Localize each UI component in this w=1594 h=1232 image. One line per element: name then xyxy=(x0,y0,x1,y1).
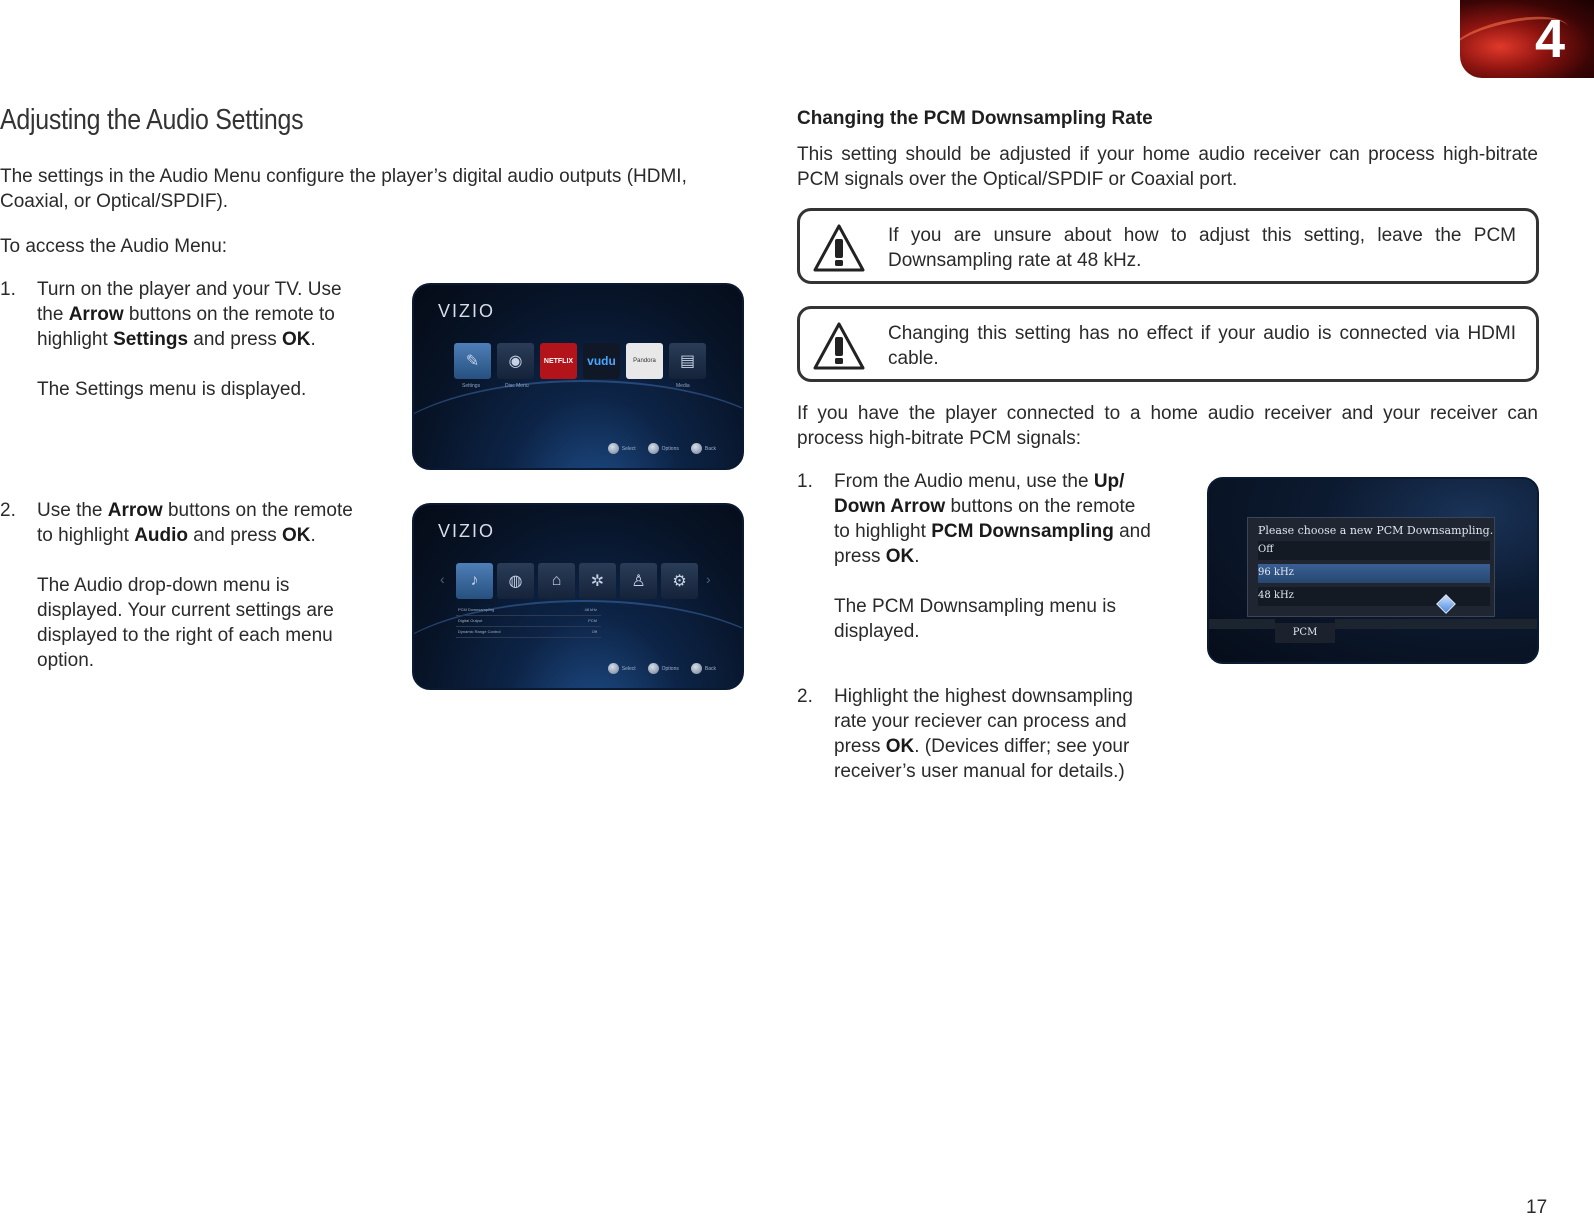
menu-bar-fragment xyxy=(1209,619,1275,629)
caution-text: If you are unsure about how to adjust this setting, leave the PCM Downsampling rate at 48 kHz. xyxy=(888,225,1516,271)
menu-bar-fragment xyxy=(1335,619,1539,629)
home-icon: ⌂ xyxy=(551,572,562,589)
button-icon xyxy=(608,443,619,454)
section-title: Adjusting the Audio Settings xyxy=(0,104,304,136)
step-line: receiver’s user manual for details.) xyxy=(834,761,1125,782)
vizio-logo: VIZIO xyxy=(438,521,496,541)
remote-button-hints xyxy=(608,663,716,674)
menu-row: Dynamic Range Control Off xyxy=(456,627,601,638)
access-line: To access the Audio Menu: xyxy=(0,236,228,257)
hint-select: Select xyxy=(608,663,636,674)
network-icon: ✲ xyxy=(590,573,605,590)
step-result: The Settings menu is displayed. xyxy=(37,379,307,400)
audio-menu-screenshot xyxy=(412,503,744,690)
button-icon xyxy=(648,663,659,674)
left-step-2 xyxy=(0,498,400,671)
caution-box-2 xyxy=(797,306,1539,382)
step-result-line: The Audio drop-down menu is xyxy=(37,575,290,596)
hint-back: Back xyxy=(691,443,716,454)
caution-box-1 xyxy=(797,208,1539,284)
pcm-downsampling-screenshot xyxy=(1207,477,1539,664)
system-tile xyxy=(661,563,698,599)
hint-back: Back xyxy=(691,663,716,674)
pcm-dialog-title: Please choose a new PCM Downsampling. xyxy=(1258,524,1494,537)
media-tile xyxy=(669,343,706,379)
warning-icon xyxy=(812,321,866,371)
wrench-icon: ✎ xyxy=(465,353,480,370)
hint-options: Options xyxy=(648,443,679,454)
pcm-menu-label: PCM xyxy=(1275,623,1335,643)
step-line: press OK. (Devices differ; see your xyxy=(834,736,1130,757)
step-text xyxy=(834,469,1151,644)
menu-row: PCM Downsampling 48 kHz xyxy=(456,605,601,616)
audio-dropdown-menu xyxy=(456,605,601,638)
tile-label: Media xyxy=(676,383,690,389)
step-number: 1. xyxy=(797,471,813,492)
step-result-line: displayed. xyxy=(834,621,920,642)
disc-tile xyxy=(497,343,534,379)
tile-label: Settings xyxy=(462,383,481,389)
chevron-right-icon: › xyxy=(706,571,711,587)
caution-text: Changing this setting has no effect if your audio is connected via HDMI cable. xyxy=(888,323,1516,369)
warning-icon xyxy=(812,223,866,273)
chapter-number: 4 xyxy=(1534,9,1566,69)
pcm-option: Off xyxy=(1258,541,1490,560)
step-line: Highlight the highest downsampling xyxy=(834,686,1133,707)
pandora-tile: Pandora xyxy=(626,343,663,379)
left-step-1 xyxy=(0,277,400,407)
network-tile xyxy=(579,563,616,599)
pcm-dialog xyxy=(1247,517,1495,617)
intro-paragraph: The settings in the Audio Menu configure the player’s digital audio outputs (HDMI, Coaxial, or Optical/SPDIF). xyxy=(0,166,687,212)
step-line: rate your reciever can process and xyxy=(834,711,1127,732)
receiver-paragraph: If you have the player connected to a home audio receiver and your receiver can process high-bitrate PCM signals: xyxy=(797,403,1538,449)
netflix-tile: NETFLIX xyxy=(540,343,577,379)
step-number: 1. xyxy=(0,279,16,300)
display-tile xyxy=(538,563,575,599)
tile-label: Disc Menu xyxy=(505,383,529,389)
button-icon xyxy=(648,443,659,454)
menu-row: Digital Output PCM xyxy=(456,616,601,627)
vizio-logo: VIZIO xyxy=(438,301,496,321)
step-text xyxy=(37,498,353,673)
step-number: 2. xyxy=(0,500,16,521)
disc-icon: ◉ xyxy=(508,353,523,370)
step-line: to highlight PCM Downsampling and xyxy=(834,521,1151,542)
pcm-option: 48 kHz xyxy=(1258,587,1490,606)
pcm-option-highlighted: 96 kHz xyxy=(1258,564,1490,583)
speaker-icon: ♪ xyxy=(470,572,479,589)
person-icon: ♙ xyxy=(631,573,646,590)
button-icon xyxy=(608,663,619,674)
step-result-line: displayed. Your current settings are xyxy=(37,600,334,621)
step-result-line: option. xyxy=(37,650,95,671)
page-number: 17 xyxy=(1526,1197,1548,1218)
step-line: highlight Settings and press OK. xyxy=(37,329,316,350)
step-result-line: displayed to the right of each menu xyxy=(37,625,333,646)
settings-screenshot xyxy=(412,283,744,470)
step-text xyxy=(834,684,1133,784)
app-tile-row xyxy=(454,343,706,379)
globe-icon: ◍ xyxy=(508,573,523,590)
right-step-2 xyxy=(797,684,1197,794)
step-line: From the Audio menu, use the Up/ xyxy=(834,471,1125,492)
screen-arc xyxy=(412,380,744,470)
hint-options: Options xyxy=(648,663,679,674)
parental-tile xyxy=(620,563,657,599)
language-tile xyxy=(497,563,534,599)
step-number: 2. xyxy=(797,686,813,707)
button-icon xyxy=(691,663,702,674)
step-line: the Arrow buttons on the remote to xyxy=(37,304,335,325)
remote-button-hints xyxy=(608,443,716,454)
settings-tile-row xyxy=(456,563,698,599)
hint-select: Select xyxy=(608,443,636,454)
right-intro-paragraph: This setting should be adjusted if your home audio receiver can process high-bitrate PCM signals over the Optical/SPDIF or Coaxial port. xyxy=(797,144,1538,190)
audio-tile xyxy=(456,563,493,599)
chevron-left-icon: ‹ xyxy=(440,571,445,587)
step-line: Turn on the player and your TV. Use xyxy=(37,279,342,300)
step-line: Down Arrow buttons on the remote xyxy=(834,496,1136,517)
media-icon: ▤ xyxy=(679,353,696,370)
step-result-line: The PCM Downsampling menu is xyxy=(834,596,1116,617)
subsection-heading: Changing the PCM Downsampling Rate xyxy=(797,108,1153,129)
right-step-1 xyxy=(797,469,1197,649)
step-line: to highlight Audio and press OK. xyxy=(37,525,316,546)
button-icon xyxy=(691,443,702,454)
vudu-tile: vudu xyxy=(583,343,620,379)
gears-icon: ⚙ xyxy=(672,573,687,590)
chapter-tab xyxy=(1460,0,1594,78)
step-line: press OK. xyxy=(834,546,920,567)
step-line: Use the Arrow buttons on the remote xyxy=(37,500,353,521)
step-text xyxy=(37,277,342,402)
settings-tile xyxy=(454,343,491,379)
